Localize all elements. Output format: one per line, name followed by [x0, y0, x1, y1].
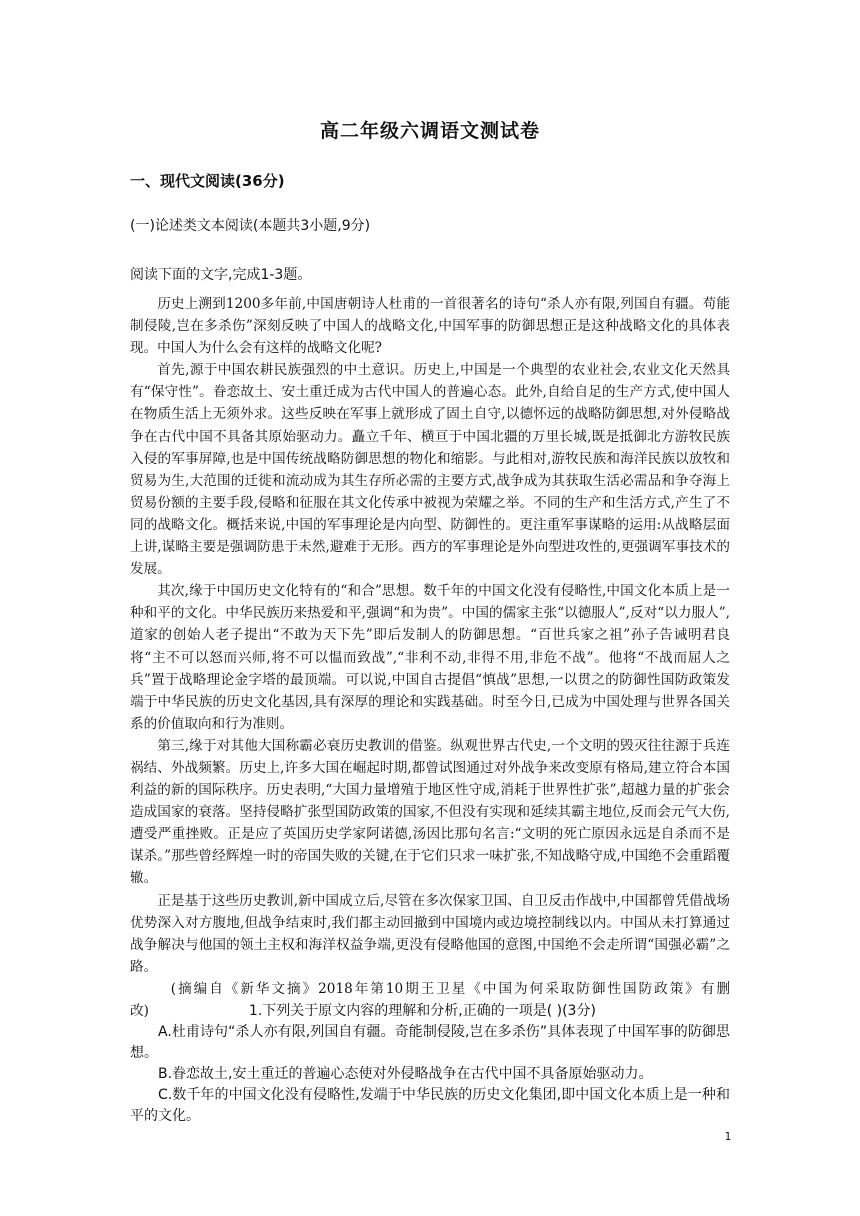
- subsection-heading: (一)论述类文本阅读(本题共3小题,9分): [130, 218, 371, 234]
- paragraph: 首先,源于中国农耕民族强烈的中土意识。历史上,中国是一个典型的农业社会,农业文化天然具有“保守性”。眷恋故土、安土重迁成为古代中国人的普遍心态。此外,自给自足的生产方式,使中国人在物质生活上无须外求。这些反映在军事上就形成了固土自守,以德怀远的战略防御思想,对外侵略战争在古代中国不具备其原始驱动力。矗立千年、横亘于中国北疆的万里长城,既是抵御北方游牧民族入侵的军事屏障,也是中国传统战略防御思想的物化和缩影。与此相对,游牧民族和海洋民族以放牧和贸易为生,大范围的迁徙和流动成为其生存所必需的主要方式,战争成为其获取生活必需品和争夺海上贸易份额的主要手段,侵略和征服在其文化传承中被视为荣耀之举。不同的生产和生活方式,产生了不同的战略文化。概括来说,中国的军事理论是内向型、防御性的。更注重军事谋略的运用:从战略层面上讲,谋略主要是强调防患于未然,避难于无形。西方的军事理论是外向型进攻性的,更强调军事技术的发展。: [130, 362, 730, 578]
- source-citation: [130, 978, 730, 1022]
- paragraph: 历史上溯到1200多年前,中国唐朝诗人杜甫的一首很著名的诗句“杀人亦有限,列国自有疆。苟能制侵陵,岂在多杀伤”深刻反映了中国人的战略文化,中国军事的防御思想正是这种战略文化的具体表现。中国人为什么会有这样的战略文化呢?: [130, 296, 730, 357]
- paragraph: 正是基于这些历史教训,新中国成立后,尽管在多次保家卫国、自卫反击作战中,中国都曾凭借战场优势深入对方腹地,但战争结束时,我们都主动回撤到中国境内或边境控制线以内。中国从未打算通过战争解决与他国的领土主权和海洋权益争端,更没有侵略他国的意图,中国绝不会走所谓“国强必霸”之路。: [130, 892, 730, 975]
- option-c: C.数千年的中国文化没有侵略性,发端于中华民族的历史文化集团,即中国文化本质上是一种和平的文化。: [130, 1087, 730, 1125]
- page-title: 高二年级六调语文测试卷: [319, 120, 540, 142]
- paragraph: 第三,缘于对其他大国称霸必衰历史教训的借鉴。纵观世界古代史,一个文明的毁灭往往源于兵连祸结、外战频繁。历史上,许多大国在崛起时期,都曾试图通过对外战争来改变原有格局,建立符合本国利益的新的国际秩序。历史表明,“大国力量增殖于地区性守成,消耗于世界性扩张”,超越力量的扩张会造成国家的衰落。坚持侵略扩张型国防政策的国家,不但没有实现和延续其霸主地位,反而会元气大伤,遭受严重挫败。正是应了英国历史学家阿诺德,汤因比那句名言:“文明的死亡原因永远是自杀而不是谋杀。”那些曾经辉煌一时的帝国失败的关键,在于它们只求一味扩张,不知战略守成,中国绝不会重蹈覆辙。: [130, 737, 730, 887]
- section-heading: 一、现代文阅读(36分): [130, 172, 285, 190]
- option-b: B.眷恋故土,安土重迁的普遍心态使对外侵略战争在古代中国不具备原始驱动力。: [158, 1066, 653, 1083]
- paragraph: 其次,缘于中国历史文化特有的“和合”思想。数千年的中国文化没有侵略性,中国文化本质上是一种和平的文化。中华民族历来热爱和平,强调“和为贵”。中国的儒家主张“以德服人”,反对“以力服人”,道家的创始人老子提出“不敢为天下先”即后发制人的防御思想。“百世兵家之祖”孙子告诫明君良将“主不可以怒而兴师,将不可以愠而致战”,“非利不动,非得不用,非危不战”。他将“不战而屈人之兵”置于战略理论金字塔的最顶端。可以说,中国自古提倡“慎战”思想,一以贯之的防御性国防政策发端于中华民族的历史文化基因,具有深厚的理论和实践基础。时至今日,已成为中国处理与世界各国关系的价值取向和行为准则。: [130, 583, 730, 732]
- question-options: [130, 1022, 730, 1127]
- source-text: (摘编自《新华文摘》2018年第10期王卫星《中国为何采取防御性国防政策》有删改): [130, 980, 730, 1019]
- question-stem: 1.下列关于原文内容的理解和分析,正确的一项是( )(3分): [248, 1003, 596, 1019]
- reading-instruction: 阅读下面的文字,完成1-3题。: [130, 267, 312, 283]
- page-number: 1: [724, 1130, 732, 1143]
- article-body: [130, 293, 730, 1127]
- option-a: A.杜甫诗句“杀人亦有限,列国自有疆。奇能制侵陵,岂在多杀伤”具体表现了中国军事的防御思想。: [130, 1024, 730, 1062]
